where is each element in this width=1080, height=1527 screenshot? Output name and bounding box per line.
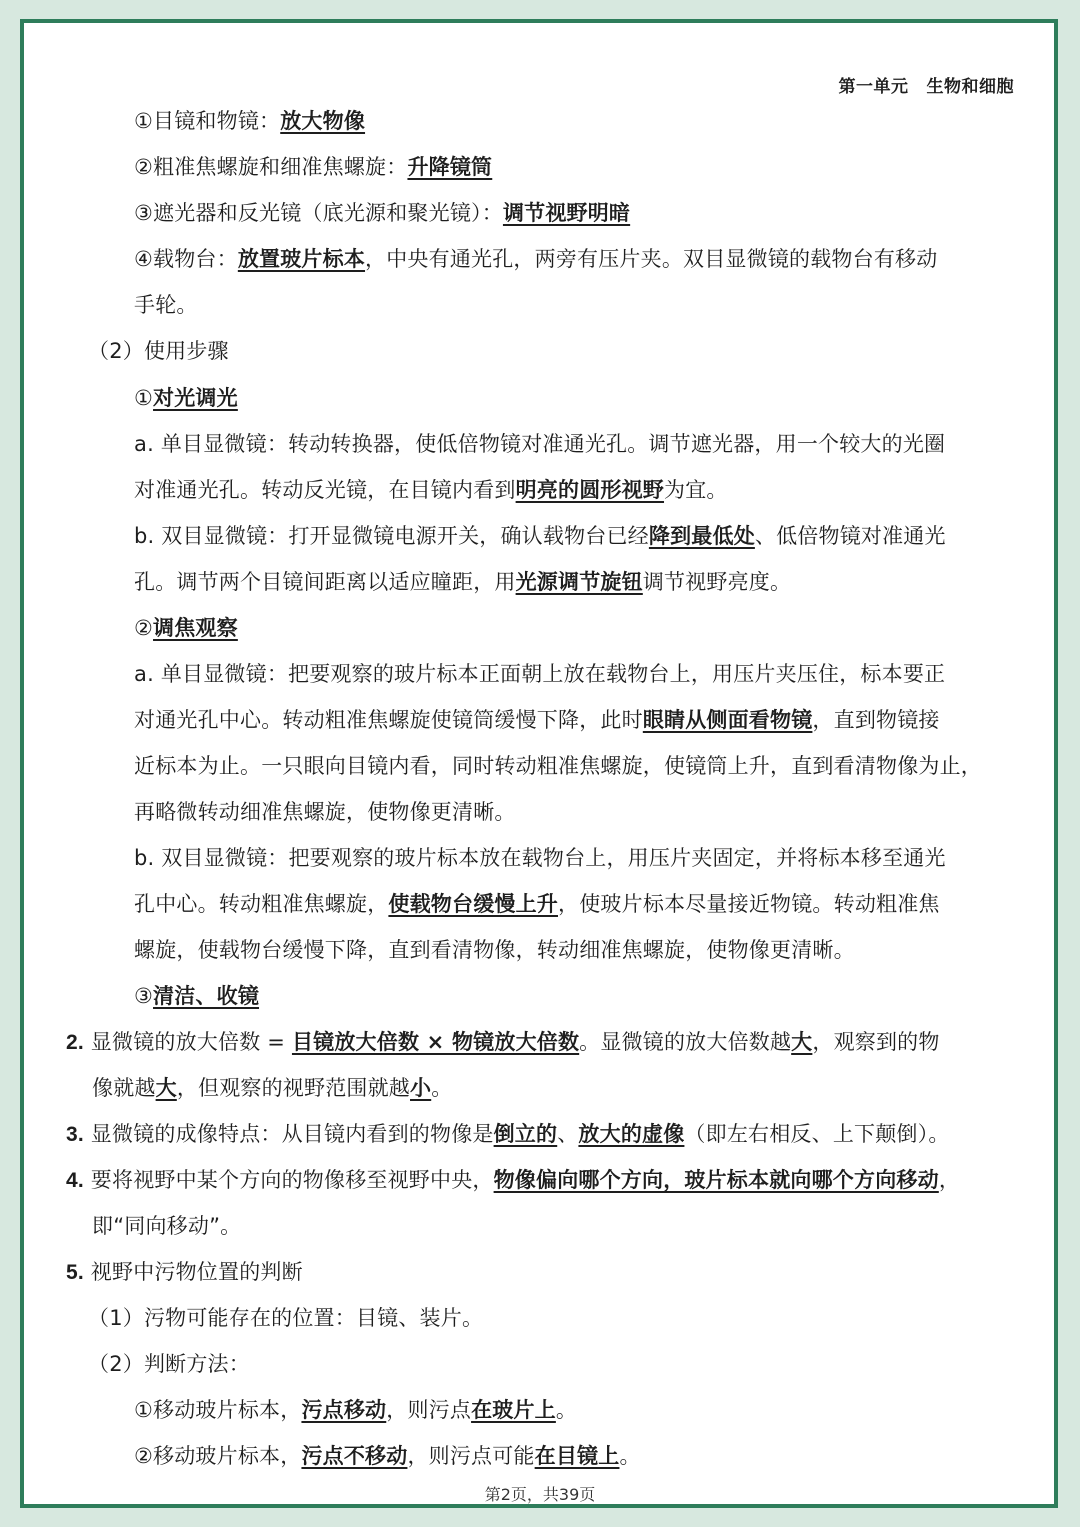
key-term: 降到最低处 — [648, 524, 755, 548]
step-heading — [134, 981, 259, 1011]
key-term: 放大的虚像 — [578, 1122, 685, 1146]
page-header — [839, 72, 1015, 97]
text-span: （2）使用步骤 — [88, 339, 229, 363]
key-term: 在玻片上 — [471, 1398, 556, 1422]
text-span: 再略微转动细准焦螺旋，使物像更清晰。 — [134, 800, 516, 824]
text-span: ，直到物镜接 — [812, 708, 940, 732]
numbered-point — [66, 1119, 950, 1150]
text-line — [134, 106, 365, 136]
text-line — [134, 244, 937, 274]
text-line — [134, 290, 198, 320]
text-span: 视野中污物位置的判断 — [83, 1260, 303, 1284]
text-line — [134, 705, 940, 735]
header-unit: 第一单元 — [838, 77, 909, 97]
text-span: 。 — [619, 1444, 641, 1468]
page-number: 第2页，共39页 — [484, 1485, 596, 1504]
key-term: 调焦观察 — [153, 616, 238, 640]
key-term: 大 — [791, 1030, 813, 1054]
key-term: 光源调节旋钮 — [515, 570, 643, 594]
text-span: ，观察到的物 — [812, 1030, 940, 1054]
text-span: ②移动玻片标本， — [134, 1444, 302, 1468]
text-span: （即左右相反、上下颠倒）。 — [684, 1122, 950, 1146]
text-span: 孔中心。转动粗准焦螺旋， — [134, 892, 389, 916]
key-term: 物像偏向哪个方向，玻片标本就向哪个方向移动 — [493, 1168, 939, 1192]
text-span: ④载物台： — [134, 247, 238, 271]
text-span: 近标本为止。一只眼向目镜内看，同时转动粗准焦螺旋，使镜筒上升，直到看清物像为止， — [134, 754, 982, 778]
text-span: a. 单目显微镜：把要观察的玻片标本正面朝上放在载物台上，用压片夹压住，标本要正 — [134, 662, 946, 686]
key-term: 清洁、收镜 — [153, 984, 260, 1008]
text-span: 。显微镜的放大倍数越 — [579, 1030, 792, 1054]
text-span: 孔。调节两个目镜间距离以适应瞳距，用 — [134, 570, 516, 594]
key-term: 对光调光 — [153, 386, 238, 410]
text-span: ③ — [134, 984, 154, 1008]
text-span: 对准通光孔。转动反光镜，在目镜内看到 — [134, 478, 516, 502]
text-span: ， — [938, 1168, 961, 1192]
text-span: 。 — [431, 1076, 453, 1100]
text-line — [92, 1211, 241, 1241]
key-term: 小 — [410, 1076, 432, 1100]
key-term: 放大物像 — [280, 109, 366, 133]
section-subheading — [88, 336, 229, 366]
text-span: 、 — [557, 1122, 579, 1146]
text-span: ，则污点 — [386, 1398, 472, 1422]
text-span: ①目镜和物镜： — [134, 109, 281, 133]
text-line — [134, 659, 945, 689]
text-span: 调节视野亮度。 — [642, 570, 792, 594]
point-number: 5. — [66, 1261, 84, 1284]
key-term: 污点不移动 — [301, 1444, 408, 1468]
text-line — [134, 429, 945, 459]
text-span: b. 双目显微镜：打开显微镜电源开关，确认载物台已经 — [134, 524, 649, 548]
text-span: ，但观察的视野范围就越 — [176, 1076, 411, 1100]
text-span: 、低倍物镜对准通光 — [754, 524, 946, 548]
text-line — [134, 1395, 577, 1425]
key-term: 明亮的圆形视野 — [515, 478, 665, 502]
text-span: 手轮。 — [134, 293, 198, 317]
text-span: b. 双目显微镜：把要观察的玻片标本放在载物台上，用压片夹固定，并将标本移至通光 — [134, 846, 946, 870]
key-term: 大 — [155, 1076, 177, 1100]
point-number: 4. — [66, 1169, 84, 1192]
text-span: 要将视野中某个方向的物像移至视野中央， — [83, 1168, 494, 1192]
step-heading — [134, 613, 238, 643]
text-line — [134, 521, 946, 551]
text-span: ，则污点可能 — [407, 1444, 535, 1468]
point-number: 3. — [66, 1123, 84, 1146]
text-line — [134, 567, 791, 597]
numbered-point — [66, 1165, 960, 1196]
key-term: 目镜放大倍数 × 物镜放大倍数 — [291, 1030, 580, 1054]
text-span: ① — [134, 386, 154, 410]
numbered-point — [66, 1027, 940, 1058]
key-term: 在目镜上 — [534, 1444, 620, 1468]
text-line — [134, 889, 940, 919]
text-line — [134, 797, 516, 827]
point-number: 2. — [66, 1031, 84, 1054]
text-line — [134, 198, 630, 228]
text-span: ② — [134, 616, 154, 640]
text-line — [134, 843, 946, 873]
text-span: 对通光孔中心。转动粗准焦螺旋使镜筒缓慢下降，此时 — [134, 708, 643, 732]
header-chapter: 生物和细胞 — [926, 77, 1014, 97]
text-span: 显微镜的成像特点：从目镜内看到的物像是 — [83, 1122, 494, 1146]
numbered-point — [66, 1257, 303, 1288]
key-term: 升降镜筒 — [407, 155, 493, 179]
step-heading — [134, 383, 238, 413]
key-term: 污点移动 — [301, 1398, 387, 1422]
text-span: ③遮光器和反光镜（底光源和聚光镜）： — [134, 201, 503, 225]
text-span: 螺旋，使载物台缓慢下降，直到看清物像，转动细准焦螺旋，使物像更清晰。 — [134, 938, 855, 962]
text-line — [92, 1073, 452, 1103]
key-term: 使载物台缓慢上升 — [388, 892, 559, 916]
text-line — [134, 475, 728, 505]
text-span: ②粗准焦螺旋和细准焦螺旋： — [134, 155, 408, 179]
key-term: 眼睛从侧面看物镜 — [642, 708, 813, 732]
text-line — [88, 1349, 250, 1379]
text-span: 为宜。 — [664, 478, 728, 502]
text-span: 显微镜的放大倍数 = — [83, 1030, 292, 1054]
text-span: a. 单目显微镜：转动转换器，使低倍物镜对准通光孔。调节遮光器，用一个较大的光圈 — [134, 432, 946, 456]
text-span: （1）污物可能存在的位置：目镜、装片。 — [88, 1306, 484, 1330]
text-span: ，使玻片标本尽量接近物镜。转动粗准焦 — [558, 892, 940, 916]
text-line — [134, 1441, 641, 1471]
text-line — [134, 935, 855, 965]
key-term: 放置玻片标本 — [237, 247, 366, 271]
text-line — [134, 751, 982, 781]
text-span: 。 — [555, 1398, 578, 1422]
text-span: 像就越 — [92, 1076, 156, 1100]
text-span: ，中央有通光孔，两旁有压片夹。双目显微镜的载物台有移动 — [365, 247, 938, 271]
key-term: 调节视野明暗 — [502, 201, 631, 225]
key-term: 倒立的 — [493, 1122, 558, 1146]
text-span: 即“同向移动”。 — [92, 1214, 242, 1238]
text-line — [88, 1303, 483, 1333]
text-span: （2）判断方法： — [88, 1352, 250, 1376]
text-span: ①移动玻片标本， — [134, 1398, 302, 1422]
text-line — [134, 152, 492, 182]
